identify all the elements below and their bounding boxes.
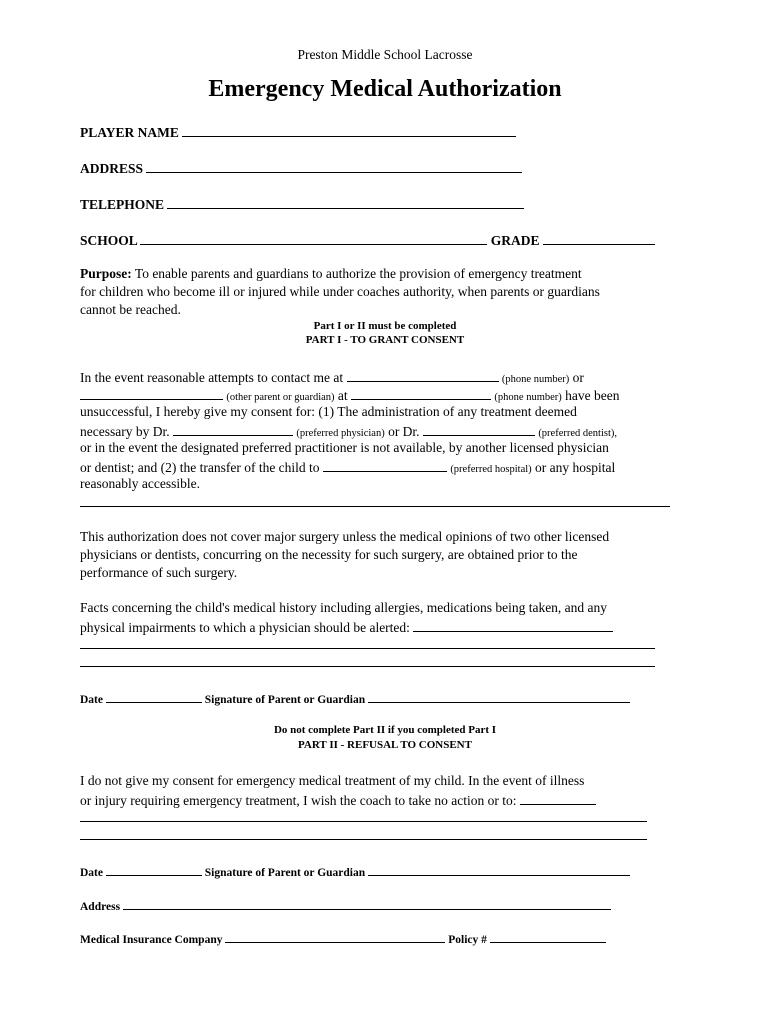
preferred-hospital-field[interactable] bbox=[323, 458, 447, 472]
part2-line-2 bbox=[80, 791, 596, 809]
phone-number-caption-2: (phone number) bbox=[494, 392, 562, 403]
signature-label-2: Signature of Parent or Guardian bbox=[204, 867, 366, 879]
preferred-hospital-caption: (preferred hospital) bbox=[450, 464, 532, 475]
page-title: Emergency Medical Authorization bbox=[208, 76, 562, 102]
other-parent-caption: (other parent or guardian) bbox=[226, 392, 335, 403]
part1-heading: PART I - TO GRANT CONSENT bbox=[305, 334, 465, 346]
transfer-text: or dentist; and (2) the transfer of the child to bbox=[80, 460, 320, 475]
date-field-1[interactable] bbox=[106, 691, 202, 703]
school-name: Preston Middle School Lacrosse bbox=[297, 47, 473, 62]
footer-address-field[interactable] bbox=[123, 898, 611, 910]
insurance-row bbox=[80, 931, 606, 946]
part1-line-4 bbox=[80, 422, 617, 440]
player-name-field[interactable] bbox=[182, 123, 516, 137]
purpose-line-1 bbox=[80, 266, 582, 282]
part1-blank-line[interactable] bbox=[80, 506, 670, 507]
part1-line-1 bbox=[80, 368, 584, 386]
purpose-line-2: for children who become ill or injured while under coaches authority, when parents or guardians bbox=[80, 284, 600, 299]
facts-line-2 bbox=[80, 618, 613, 636]
authorization-line-3: performance of such surgery. bbox=[80, 565, 238, 580]
insurance-label: Medical Insurance Company bbox=[80, 934, 223, 946]
telephone-row bbox=[80, 195, 524, 213]
preferred-dentist-field[interactable] bbox=[423, 422, 535, 436]
insurance-field[interactable] bbox=[225, 931, 445, 943]
part2-heading: PART II - REFUSAL TO CONSENT bbox=[298, 739, 472, 751]
policy-label: Policy # bbox=[448, 934, 487, 946]
signature-label-1: Signature of Parent or Guardian bbox=[204, 694, 366, 706]
any-hospital-text: or any hospital bbox=[535, 460, 616, 475]
school-field[interactable] bbox=[140, 231, 487, 245]
part1-line-5: or in the event the designated preferred practitioner is not available, by another licensed physician bbox=[80, 440, 609, 455]
part1-note: Part I or II must be completed bbox=[313, 320, 457, 332]
part1-text-1: In the event reasonable attempts to contact me at bbox=[80, 370, 344, 385]
telephone-label: TELEPHONE bbox=[80, 197, 165, 212]
preferred-dentist-caption: (preferred dentist), bbox=[538, 428, 618, 439]
part2-line-1: I do not give my consent for emergency medical treatment of my child. In the event of illness bbox=[80, 773, 585, 788]
signature-field-1[interactable] bbox=[368, 691, 630, 703]
have-been-text: have been bbox=[565, 388, 620, 403]
coach-action-field-1[interactable] bbox=[520, 791, 596, 805]
telephone-field[interactable] bbox=[167, 195, 524, 209]
necessary-by-text: necessary by Dr. bbox=[80, 424, 170, 439]
footer-address-row bbox=[80, 898, 611, 913]
phone-number-caption-1: (phone number) bbox=[501, 374, 570, 385]
part1-line-7: reasonably accessible. bbox=[80, 476, 200, 491]
player-name-label: PLAYER NAME bbox=[80, 125, 179, 140]
coach-action-field-3[interactable] bbox=[80, 839, 647, 840]
part1-line-2 bbox=[80, 386, 620, 404]
phone-number-field-2[interactable] bbox=[351, 386, 491, 400]
facts-line-1: Facts concerning the child's medical history including allergies, medications being taken, and any bbox=[80, 600, 608, 615]
date-label-2: Date bbox=[80, 867, 103, 879]
or-text: or bbox=[572, 370, 584, 385]
medical-history-field-2[interactable] bbox=[80, 648, 655, 649]
part2-text-2: or injury requiring emergency treatment, I wish the coach to take no action or to: bbox=[80, 793, 517, 808]
coach-action-field-2[interactable] bbox=[80, 821, 647, 822]
date-field-2[interactable] bbox=[106, 864, 202, 876]
part2-note: Do not complete Part II if you completed Part I bbox=[273, 724, 497, 736]
preferred-physician-field[interactable] bbox=[173, 422, 293, 436]
address-row bbox=[80, 159, 522, 177]
footer-address-label: Address bbox=[80, 901, 121, 913]
medical-history-field-3[interactable] bbox=[80, 666, 655, 667]
address-label: ADDRESS bbox=[80, 161, 144, 176]
preferred-physician-caption: (preferred physician) bbox=[296, 428, 385, 439]
purpose-text-1: To enable parents and guardians to authorize the provision of emergency treatment bbox=[134, 266, 582, 281]
or-dr-text: or Dr. bbox=[388, 424, 420, 439]
authorization-line-1: This authorization does not cover major surgery unless the medical opinions of two other licensed bbox=[80, 529, 610, 544]
grade-label: GRADE bbox=[490, 233, 540, 248]
school-label: SCHOOL bbox=[80, 233, 138, 248]
purpose-line-3: cannot be reached. bbox=[80, 302, 181, 317]
signature-row-2 bbox=[80, 864, 630, 879]
phone-number-field-1[interactable] bbox=[347, 368, 499, 382]
policy-field[interactable] bbox=[490, 931, 606, 943]
medical-history-field-1[interactable] bbox=[413, 618, 613, 632]
signature-field-2[interactable] bbox=[368, 864, 630, 876]
purpose-label: Purpose: bbox=[80, 266, 132, 281]
other-parent-field[interactable] bbox=[80, 386, 223, 400]
signature-row-1 bbox=[80, 691, 630, 706]
date-label-1: Date bbox=[80, 694, 103, 706]
address-field[interactable] bbox=[146, 159, 522, 173]
part1-line-6 bbox=[80, 458, 615, 476]
at-text: at bbox=[337, 388, 348, 403]
facts-text-2: physical impairments to which a physician should be alerted: bbox=[80, 620, 410, 635]
part1-line-3: unsuccessful, I hereby give my consent for: (1) The administration of any treatment deemed bbox=[80, 404, 577, 419]
authorization-line-2: physicians or dentists, concurring on the necessity for such surgery, are obtained prior to the bbox=[80, 547, 578, 562]
grade-field[interactable] bbox=[543, 231, 655, 245]
school-grade-row bbox=[80, 231, 655, 249]
player-name-row bbox=[80, 123, 516, 141]
